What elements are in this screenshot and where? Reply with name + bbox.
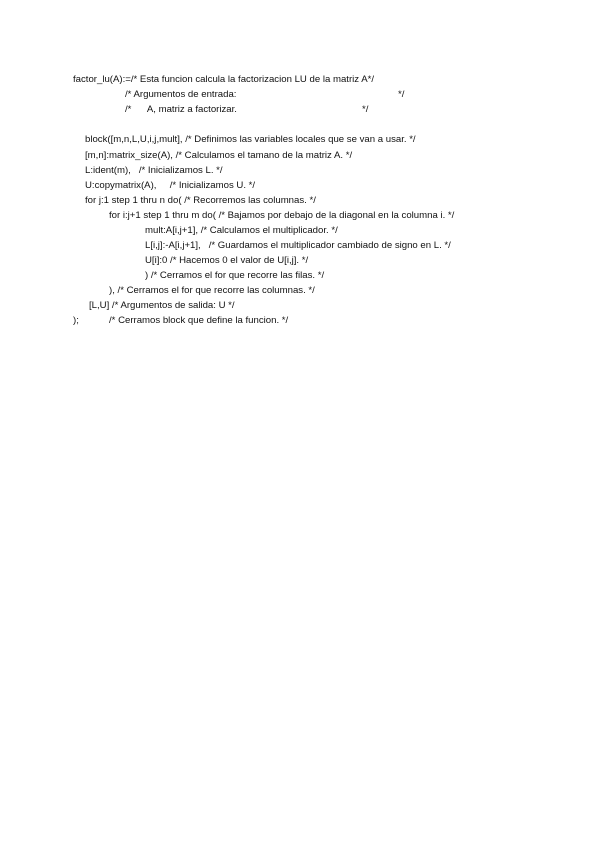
code-line-for-columns: for j:1 step 1 thru n do( /* Recorremos las columnas. */ bbox=[85, 195, 316, 206]
code-line-init-l: L:ident(m), /* Inicializamos L. */ bbox=[85, 165, 223, 176]
code-line-for-rows: for i:j+1 step 1 thru m do( /* Bajamos por debajo de la diagonal en la columna i. */ bbox=[109, 210, 455, 221]
code-line-mult: mult:A[i,j+1], /* Calculamos el multiplicador. */ bbox=[145, 225, 338, 236]
code-line-input-args-comment: /* Argumentos de entrada: bbox=[125, 89, 237, 100]
code-line-close-columns: ), /* Cerramos el for que recorre las columnas. */ bbox=[109, 285, 315, 296]
code-line-close-rows: ) /* Cerramos el for que recorre las filas. */ bbox=[145, 270, 325, 281]
code-line-zero-u: U[i]:0 /* Hacemos 0 el valor de U[i,j]. */ bbox=[145, 255, 309, 266]
code-line-matrix-arg-comment-end: */ bbox=[362, 104, 369, 115]
code-line-input-args-comment-end: */ bbox=[398, 89, 405, 100]
code-line-close-block: ); bbox=[73, 315, 79, 326]
code-line-function-header: factor_lu(A):=/* Esta funcion calcula la factorizacion LU de la matriz A*/ bbox=[73, 74, 375, 85]
code-line-matrix-size: [m,n]:matrix_size(A), /* Calculamos el tamano de la matriz A. */ bbox=[85, 150, 353, 161]
code-line-store-l: L[i,j]:-A[i,j+1], /* Guardamos el multiplicador cambiado de signo en L. */ bbox=[145, 240, 451, 251]
code-line-init-u: U:copymatrix(A), /* Inicializamos U. */ bbox=[85, 180, 256, 191]
code-line-matrix-arg-comment: /* A, matriz a factorizar. bbox=[125, 104, 237, 115]
code-line-output-args: [L,U] /* Argumentos de salida: U */ bbox=[89, 300, 235, 311]
code-line-close-block-comment: /* Cerramos block que define la funcion. */ bbox=[109, 315, 289, 326]
code-line-block-locals: block([m,n,L,U,i,j,mult], /* Definimos las variables locales que se van a usar. */ bbox=[85, 134, 416, 145]
